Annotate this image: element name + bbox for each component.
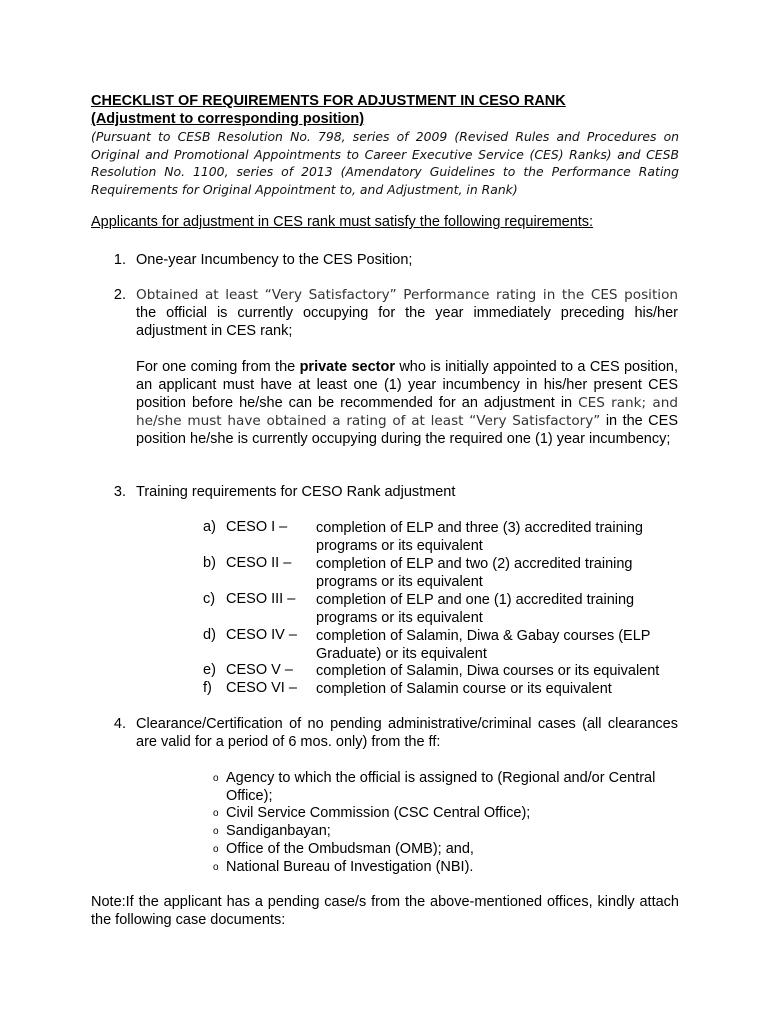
subitem-letter: a): [203, 519, 216, 535]
item-number: 1.: [113, 252, 126, 268]
item-2-para-post: in the CES position he/she is currently occupying during the required one (1) year incumbency;: [136, 413, 678, 447]
subitem-desc: completion of Salamin, Diwa & Gabay courses (ELP Graduate) or its equivalent: [316, 628, 651, 662]
subitem-letter: b): [203, 555, 216, 571]
item-4-text: Clearance/Certification of no pending administrative/criminal cases (all clearances are valid for a period of 6 mos. only) from the ff:: [136, 716, 678, 750]
subitem-desc: completion of Salamin course or its equivalent: [316, 681, 612, 697]
requirements-intro: Applicants for adjustment in CES rank must satisfy the following requirements:: [91, 214, 594, 230]
subitem-rank: CESO IV –: [226, 627, 297, 643]
bullet-marker: o: [213, 862, 219, 873]
item-2-para-pre: For one coming from the: [136, 359, 300, 375]
note-paragraph: Note:If the applicant has a pending case/s from the above-mentioned offices, kindly attach the following case documents:: [91, 894, 679, 928]
subitem-rank: CESO V –: [226, 662, 293, 678]
subitem-letter: e): [203, 662, 216, 678]
bullet-marker: o: [213, 844, 219, 855]
item-2-paragraph: [136, 358, 678, 448]
bullet-marker: o: [213, 826, 219, 837]
bullet-item: Civil Service Commission (CSC Central Office);: [226, 805, 531, 821]
bullet-item: National Bureau of Investigation (NBI).: [226, 859, 474, 875]
item-2-para-calibri: CES rank; and he/she must have obtained a rating of at least “Very Satisfactory”: [136, 395, 678, 429]
document-title: CHECKLIST OF REQUIREMENTS FOR ADJUSTMENT IN CESO RANK: [91, 93, 566, 109]
item-1-text: One-year Incumbency to the CES Position;: [136, 252, 413, 268]
subitem-desc: completion of ELP and one (1) accredited training programs or its equivalent: [316, 592, 635, 626]
item-2-text-a: Obtained at least “Very Satisfactory” Performance rating in the CES position: [136, 287, 678, 303]
bullet-marker: o: [213, 808, 219, 819]
document-subtitle: (Adjustment to corresponding position): [91, 111, 365, 127]
item-3-text: Training requirements for CESO Rank adjustment: [136, 484, 456, 500]
subitem-letter: d): [203, 627, 216, 643]
item-2-text-b: the official is currently occupying for the year immediately preceding his/her adjustment in CES rank;: [136, 305, 678, 339]
subitem-desc: completion of ELP and three (3) accredited training programs or its equivalent: [316, 520, 643, 554]
item-2-para-mid: who is initially appointed to a CES position, an applicant must have at least one (1) year incumbency in his/her present CES position before he/she can be recommended for an adjustment in: [136, 359, 678, 411]
bullet-item: Office of the Ombudsman (OMB); and,: [226, 841, 474, 857]
subitem-letter: c): [203, 591, 216, 607]
subitem-letter: f): [203, 680, 212, 696]
private-sector-bold: private sector: [299, 359, 395, 375]
bullet-marker: o: [213, 773, 219, 784]
pursuant-note: (Pursuant to CESB Resolution No. 798, series of 2009 (Revised Rules and Procedures on Original and Promotional Appointments to Career Executive Service (CES) Ranks) and CESB Resolution No. 1100, series of 2013 (Amendatory Guidelines to the Performance Rating Requirements for Original Appointment to, and Adjustment, in Rank): [91, 129, 679, 197]
item-number: 3.: [113, 484, 126, 500]
subitem-rank: CESO II –: [226, 555, 292, 571]
subitem-rank: CESO VI –: [226, 680, 297, 696]
subitem-desc: completion of Salamin, Diwa courses or its equivalent: [316, 663, 660, 679]
bullet-item: Agency to which the official is assigned to (Regional and/or Central Office);: [226, 770, 656, 804]
subitem-desc: completion of ELP and two (2) accredited training programs or its equivalent: [316, 556, 633, 590]
item-number: 2.: [113, 287, 126, 303]
item-number: 4.: [113, 716, 126, 732]
bullet-item: Sandiganbayan;: [226, 823, 331, 839]
subitem-rank: CESO I –: [226, 519, 288, 535]
item-2-text: [136, 286, 678, 340]
subitem-rank: CESO III –: [226, 591, 296, 607]
